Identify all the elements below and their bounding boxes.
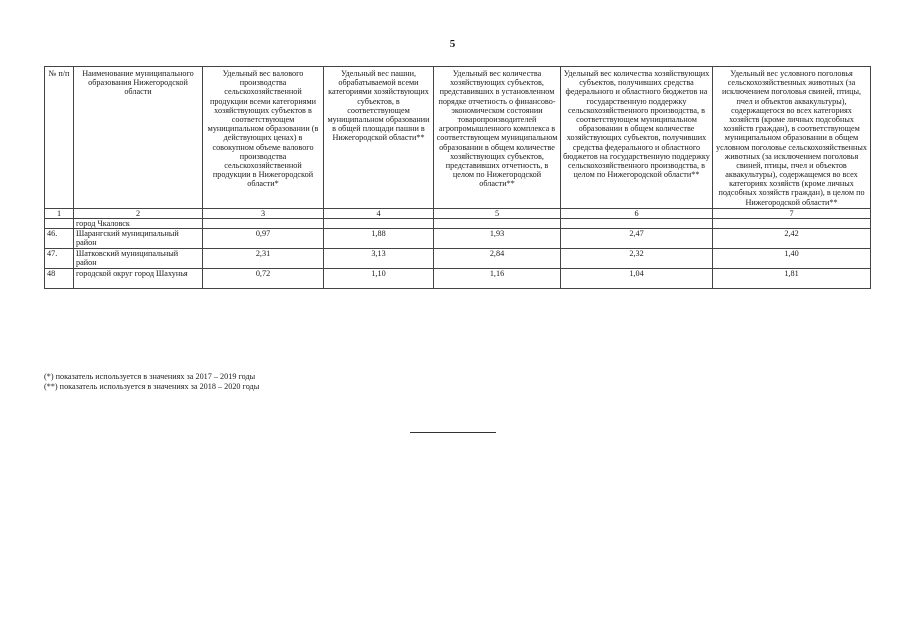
value-cell: 1,10 (324, 269, 434, 289)
row-number: 46. (45, 229, 74, 249)
column-number: 7 (713, 208, 871, 218)
table-cell (561, 219, 713, 229)
column-number: 5 (434, 208, 561, 218)
header-cell-arable-land-share: Удельный вес пашни, обрабатываемой всеми категориями хозяйствующих субъектов, в соответствующем муниципальном образовании в общей площади пашни в Нижегородской области** (324, 67, 434, 209)
municipality-name: город Чкаловск (74, 219, 203, 229)
value-cell: 2,42 (713, 229, 871, 249)
column-number-row (45, 208, 871, 218)
value-cell: 1,93 (434, 229, 561, 249)
municipality-name: Шатковский муниципальный район (74, 249, 203, 269)
table-cell (203, 219, 324, 229)
column-number: 6 (561, 208, 713, 218)
table-row (45, 229, 871, 249)
column-number: 2 (74, 208, 203, 218)
column-number: 3 (203, 208, 324, 218)
value-cell: 2,32 (561, 249, 713, 269)
table-row (45, 249, 871, 269)
row-number: 48 (45, 269, 74, 289)
value-cell: 0,97 (203, 229, 324, 249)
data-table (44, 66, 871, 289)
header-cell-number: № п/п (45, 67, 74, 209)
table-cell (45, 219, 74, 229)
header-cell-reporting-entities-share: Удельный вес количества хозяйствующих субъектов, представивших в установленном порядке отчетность о финансово-экономическом состоянии товаропроизводителей агропромышленного комплекса в соответствующем муниципальном образовании в общем количестве хозяйствующих субъектов, представивших отчетность, в целом по Нижегородской области** (434, 67, 561, 209)
continuation-row (45, 219, 871, 229)
value-cell: 1,81 (713, 269, 871, 289)
value-cell: 1,04 (561, 269, 713, 289)
value-cell: 2,84 (434, 249, 561, 269)
header-row (45, 67, 871, 209)
value-cell: 2,31 (203, 249, 324, 269)
separator-line (410, 432, 496, 433)
municipality-name: городской округ город Шахунья (74, 269, 203, 289)
footnotes (44, 372, 259, 393)
table-cell (434, 219, 561, 229)
value-cell: 2,47 (561, 229, 713, 249)
table-cell (324, 219, 434, 229)
header-cell-name: Наименование муниципального образования Нижегородской области (74, 67, 203, 209)
footnote: (*) показатель используется в значениях за 2017 – 2019 годы (44, 372, 256, 381)
footnote: (**) показатель используется в значениях за 2018 – 2020 годы (44, 382, 260, 392)
header-cell-livestock-share: Удельный вес условного поголовья сельскохозяйственных животных (за исключением поголовья свиней, птицы, пчел и объектов аквакультуры), содержащегося во всех категориях хозяйств (кроме личных подсобных хозяйств граждан), в соответствующем муниципальном образовании в общем условном поголовье сельскохозяйственных животных (за исключением поголовья свиней, птицы, пчел и объектов аквакультуры), содержащемся во всех категориях хозяйств (кроме личных подсобных хозяйств граждан), в целом по Нижегородской области** (713, 67, 871, 209)
column-number: 4 (324, 208, 434, 218)
value-cell: 1,16 (434, 269, 561, 289)
row-number: 47. (45, 249, 74, 269)
column-number: 1 (45, 208, 74, 218)
page-number: 5 (449, 38, 456, 50)
value-cell: 1,40 (713, 249, 871, 269)
table-row (45, 269, 871, 289)
header-cell-subsidized-entities-share: Удельный вес количества хозяйствующих субъектов, получивших средства федерального и областного бюджетов на государственную поддержку сельскохозяйственного производства, в соответствующем муниципальном образовании в общем количестве хозяйствующих субъектов, получивших средства федерального и областного бюджетов на государственную поддержку сельскохозяйственного производства, в целом по Нижегородской области** (561, 67, 713, 209)
municipality-name: Шарангский муниципальный район (74, 229, 203, 249)
table-cell (713, 219, 871, 229)
value-cell: 0,72 (203, 269, 324, 289)
value-cell: 3,13 (324, 249, 434, 269)
value-cell: 1,88 (324, 229, 434, 249)
header-cell-gross-production-share: Удельный вес валового производства сельскохозяйственной продукции всеми категориями хозяйствующих субъектов в соответствующем муниципальном образовании (в действующих ценах) в совокупном объеме валового производства сельскохозяйственной продукции в Нижегородской области* (203, 67, 324, 209)
